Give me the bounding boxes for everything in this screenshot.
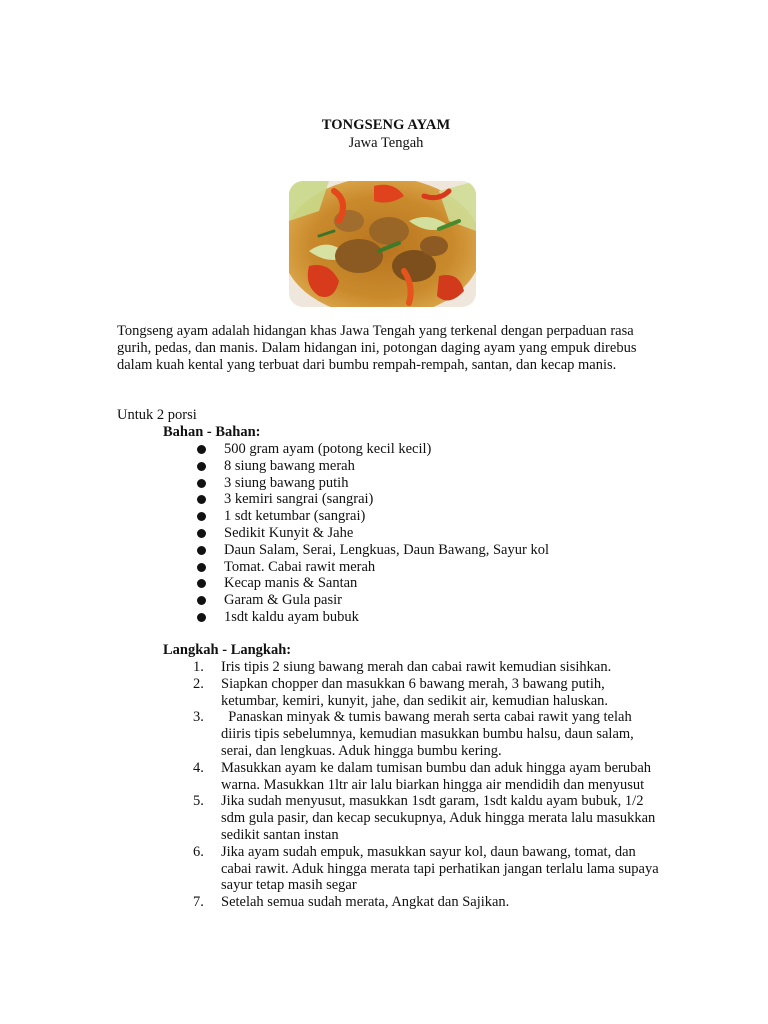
steps-heading: Langkah - Langkah:	[163, 642, 292, 658]
step-text: Iris tipis 2 siung bawang merah dan cabai rawit kemudian sisihkan.	[221, 659, 612, 675]
bullet-icon	[197, 512, 206, 521]
servings-text: Untuk 2 porsi	[117, 407, 197, 423]
ingredients-heading: Bahan - Bahan:	[163, 424, 261, 440]
bullet-icon	[197, 529, 206, 538]
step-number: 2.	[193, 675, 204, 692]
step-number: 3.	[193, 709, 204, 726]
step-item	[193, 793, 663, 843]
bullet-icon	[197, 479, 206, 488]
step-item	[193, 760, 663, 794]
ingredient-item: Garam & Gula pasir	[195, 592, 549, 609]
ingredient-item: 3 kemiri sangrai (sangrai)	[195, 491, 549, 508]
ingredient-item: 8 siung bawang merah	[195, 458, 549, 475]
step-text: Siapkan chopper dan masukkan 6 bawang merah, 3 bawang putih, ketumbar, kemiri, kunyit, jahe, dan sedikit air, kemudian haluskan.	[221, 675, 609, 709]
step-item	[193, 894, 663, 911]
ingredient-item: 1 sdt ketumbar (sangrai)	[195, 508, 549, 525]
ingredient-item: Kecap manis & Santan	[195, 575, 549, 592]
bullet-icon	[197, 563, 206, 572]
bullet-icon	[197, 546, 206, 555]
step-text: Setelah semua sudah merata, Angkat dan Sajikan.	[221, 894, 510, 911]
bullet-icon	[197, 596, 206, 605]
intro-paragraph: Tongseng ayam adalah hidangan khas Jawa Tengah yang terkenal dengan perpaduan rasa gurih, pedas, dan manis. Dalam hidangan ini, potongan daging ayam yang empuk direbus dalam kuah kental yang terbuat dari bumbu rempah-rempah, santan, dan kecap manis.	[117, 323, 637, 373]
recipe-subtitle: Jawa Tengah	[348, 135, 424, 151]
step-number: 7.	[193, 894, 204, 911]
step-number: 4.	[193, 759, 204, 776]
ingredients-list	[195, 441, 549, 626]
step-item	[193, 676, 663, 710]
step-text: Jika ayam sudah empuk, masukkan sayur kol, daun bawang, tomat, dan cabai rawit. Aduk hingga merata tapi perhatikan jangan terlalu lama supaya sayur tetap masih segar	[221, 843, 659, 894]
ingredient-item: Sedikit Kunyit & Jahe	[195, 525, 549, 542]
ingredient-item: Tomat. Cabai rawit merah	[195, 559, 549, 576]
step-text: Masukkan ayam ke dalam tumisan bumbu dan aduk hingga ayam berubah warna. Masukkan 1ltr air lalu biarkan hingga air mendidih dan menyusut	[221, 759, 652, 793]
step-item	[193, 659, 663, 676]
step-number: 1.	[193, 659, 204, 675]
step-number: 5.	[193, 793, 204, 810]
bullet-icon	[197, 445, 206, 454]
bullet-icon	[197, 495, 206, 504]
step-number: 6.	[193, 843, 204, 860]
step-item	[193, 709, 663, 759]
step-item	[193, 844, 663, 894]
step-text: Panaskan minyak & tumis bawang merah serta cabai rawit yang telah diiris tipis sebelumnya, kemudian masukkan bumbu halsu, daun salam, serai, dan lengkuas. Aduk hingga bumbu kering.	[221, 709, 638, 759]
ingredient-item: 3 siung bawang putih	[195, 475, 549, 492]
steps-list	[193, 659, 663, 911]
dish-photo	[289, 181, 476, 307]
recipe-title: TONGSENG AYAM	[321, 117, 451, 133]
ingredient-item: Daun Salam, Serai, Lengkuas, Daun Bawang, Sayur kol	[195, 542, 549, 559]
step-text: Jika sudah menyusut, masukkan 1sdt garam, 1sdt kaldu ayam bubuk, 1/2 sdm gula pasir, dan kecap secukupnya, Aduk hingga merata lalu masukkan sedikit santan instan	[221, 793, 656, 843]
ingredient-item: 1sdt kaldu ayam bubuk	[195, 609, 549, 626]
ingredient-item: 500 gram ayam (potong kecil kecil)	[195, 441, 549, 458]
bullet-icon	[197, 579, 206, 588]
bullet-icon	[197, 613, 206, 622]
bullet-icon	[197, 462, 206, 471]
